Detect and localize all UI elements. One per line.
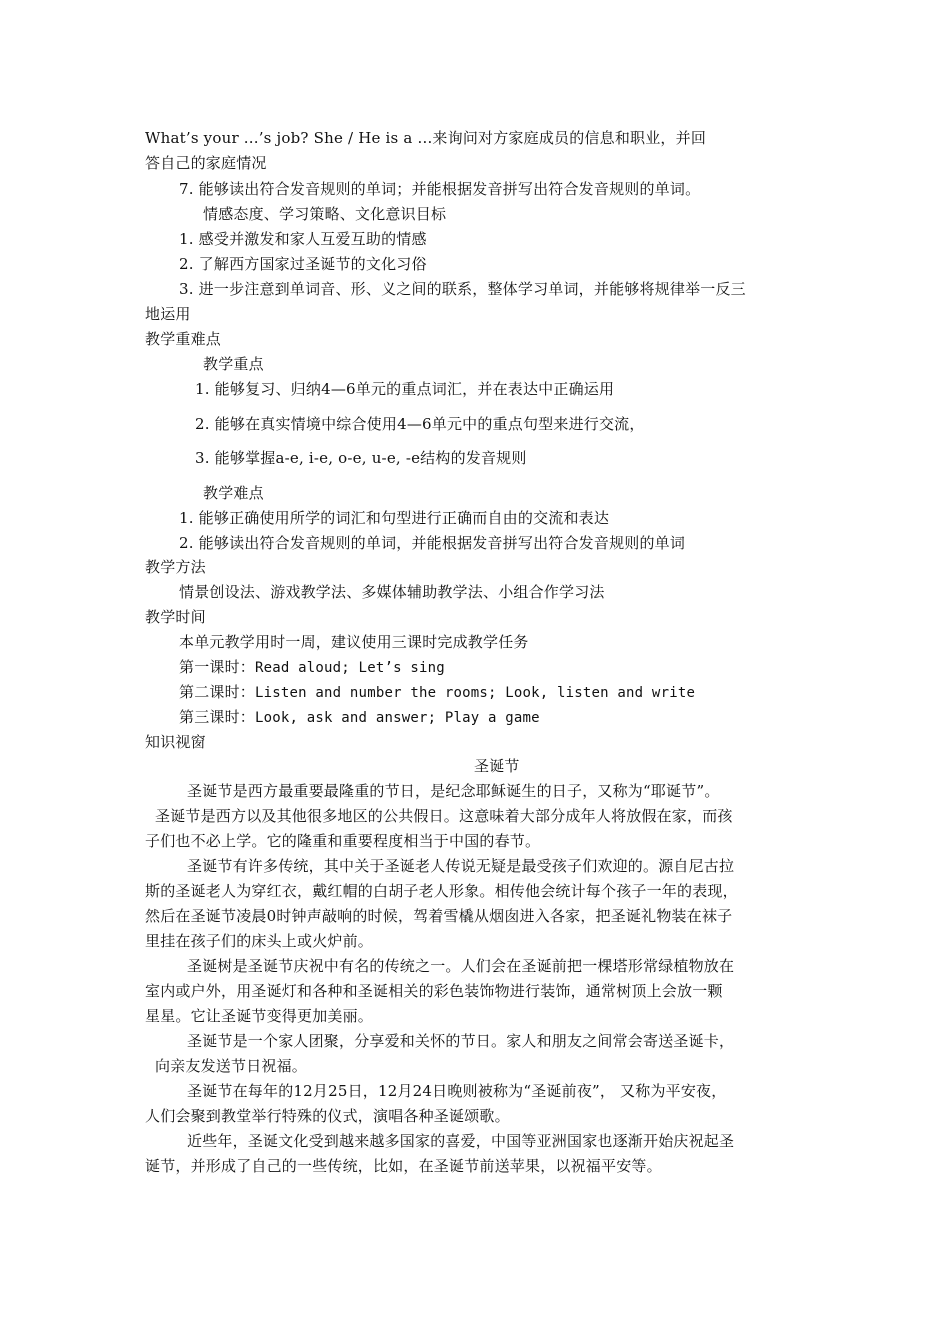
lesson-line [179, 706, 540, 729]
lesson-label: 第一课时： [179, 658, 256, 676]
affective-item: 1. 感受并激发和家人互爱互助的情感 [179, 230, 427, 248]
knowledge-line: 圣诞树是圣诞节庆祝中有名的传统之一。人们会在圣诞前把一棵塔形常绿植物放在 [187, 957, 735, 975]
affective-item: 3. 进一步注意到单词音、形、义之间的联系，整体学习单词，并能够将规律举一反三 [179, 280, 746, 298]
difficulty-item: 2. 能够读出符合发音规则的单词，并能根据发音拼写出符合发音规则的单词 [179, 534, 686, 552]
objective-job-line: What’s your ...’s job? She / He is a ...来询问对方家庭成员的信息和职业，并回 [145, 129, 707, 147]
difficulty-item: 1. 能够正确使用所学的词汇和句型进行正确而自由的交流和表达 [179, 509, 610, 527]
knowledge-line: 圣诞节在每年的12月25日，12月24日晚则被称为“圣诞前夜”， 又称为平安夜， [187, 1082, 727, 1100]
knowledge-line: 圣诞节是西方最重要最隆重的节日，是纪念耶稣诞生的日子，又称为“耶诞节”。 [187, 782, 720, 800]
knowledge-line: 室内或户外，用圣诞灯和各种和圣诞相关的彩色装饰物进行装饰，通常树顶上会放一颗 [145, 982, 723, 1000]
affective-heading: 情感态度、学习策略、文化意识目标 [203, 205, 447, 223]
focus-item: 3. 能够掌握a-e, i-e, o-e, u-e, -e结构的发音规则 [195, 449, 527, 467]
lesson-line [179, 681, 695, 704]
lesson-content: Look, ask and answer; Play a game [255, 710, 540, 726]
knowledge-line: 圣诞节有许多传统，其中关于圣诞老人传说无疑是最受孩子们欢迎的。源自尼古拉 [187, 857, 735, 875]
methods-text: 情景创设法、游戏教学法、多媒体辅助教学法、小组合作学习法 [179, 583, 605, 601]
lesson-label: 第三课时： [179, 708, 256, 726]
schedule-intro: 本单元教学用时一周，建议使用三课时完成教学任务 [179, 633, 529, 651]
knowledge-line: 圣诞节是西方以及其他很多地区的公共假日。这意味着大部分成年人将放假在家，而孩 [155, 807, 733, 825]
focus-item: 2. 能够在真实情境中综合使用4—6单元中的重点句型来进行交流， [195, 415, 645, 433]
knowledge-title: 圣诞节 [474, 757, 520, 775]
knowledge-heading: 知识视窗 [145, 733, 206, 751]
objective-job-line-cont: 答自己的家庭情况 [145, 154, 267, 172]
knowledge-line: 星星。它让圣诞节变得更加美丽。 [145, 1007, 374, 1025]
objective-item-7: 7. 能够读出符合发音规则的单词；并能根据发音拼写出符合发音规则的单词。 [179, 180, 701, 198]
knowledge-line: 向亲友发送节日祝福。 [155, 1057, 308, 1075]
knowledge-line: 近些年，圣诞文化受到越来越多国家的喜爱，中国等亚洲国家也逐渐开始庆祝起圣 [187, 1132, 735, 1150]
knowledge-line: 里挂在孩子们的床头上或火炉前。 [145, 932, 374, 950]
lesson-label: 第二课时： [179, 683, 256, 701]
lesson-content: Read aloud; Let’s sing [255, 660, 445, 676]
difficulty-heading: 教学难点 [203, 484, 264, 502]
knowledge-line: 然后在圣诞节凌晨0时钟声敲响的时候，驾着雪橇从烟囱进入各家，把圣诞礼物装在袜子 [145, 907, 733, 925]
schedule-heading: 教学时间 [145, 608, 206, 626]
focus-heading: 教学重点 [203, 355, 264, 373]
affective-item-cont: 地运用 [145, 305, 191, 323]
knowledge-line: 子们也不必上学。它的隆重和重要程度相当于中国的春节。 [145, 832, 541, 850]
key-points-heading: 教学重难点 [145, 330, 222, 348]
knowledge-line: 圣诞节是一个家人团聚，分享爱和关怀的节日。家人和朋友之间常会寄送圣诞卡， [187, 1032, 735, 1050]
knowledge-line: 诞节，并形成了自己的一些传统，比如，在圣诞节前送苹果，以祝福平安等。 [145, 1157, 662, 1175]
knowledge-line: 斯的圣诞老人为穿红衣，戴红帽的白胡子老人形象。相传他会统计每个孩子一年的表现， [145, 882, 738, 900]
methods-heading: 教学方法 [145, 558, 206, 576]
affective-item: 2. 了解西方国家过圣诞节的文化习俗 [179, 255, 427, 273]
lesson-line [179, 656, 445, 679]
knowledge-line: 人们会聚到教堂举行特殊的仪式，演唱各种圣诞颂歌。 [145, 1107, 510, 1125]
lesson-content: Listen and number the rooms; Look, listen and write [255, 685, 696, 701]
focus-item: 1. 能够复习、归纳4—6单元的重点词汇，并在表达中正确运用 [195, 380, 615, 398]
